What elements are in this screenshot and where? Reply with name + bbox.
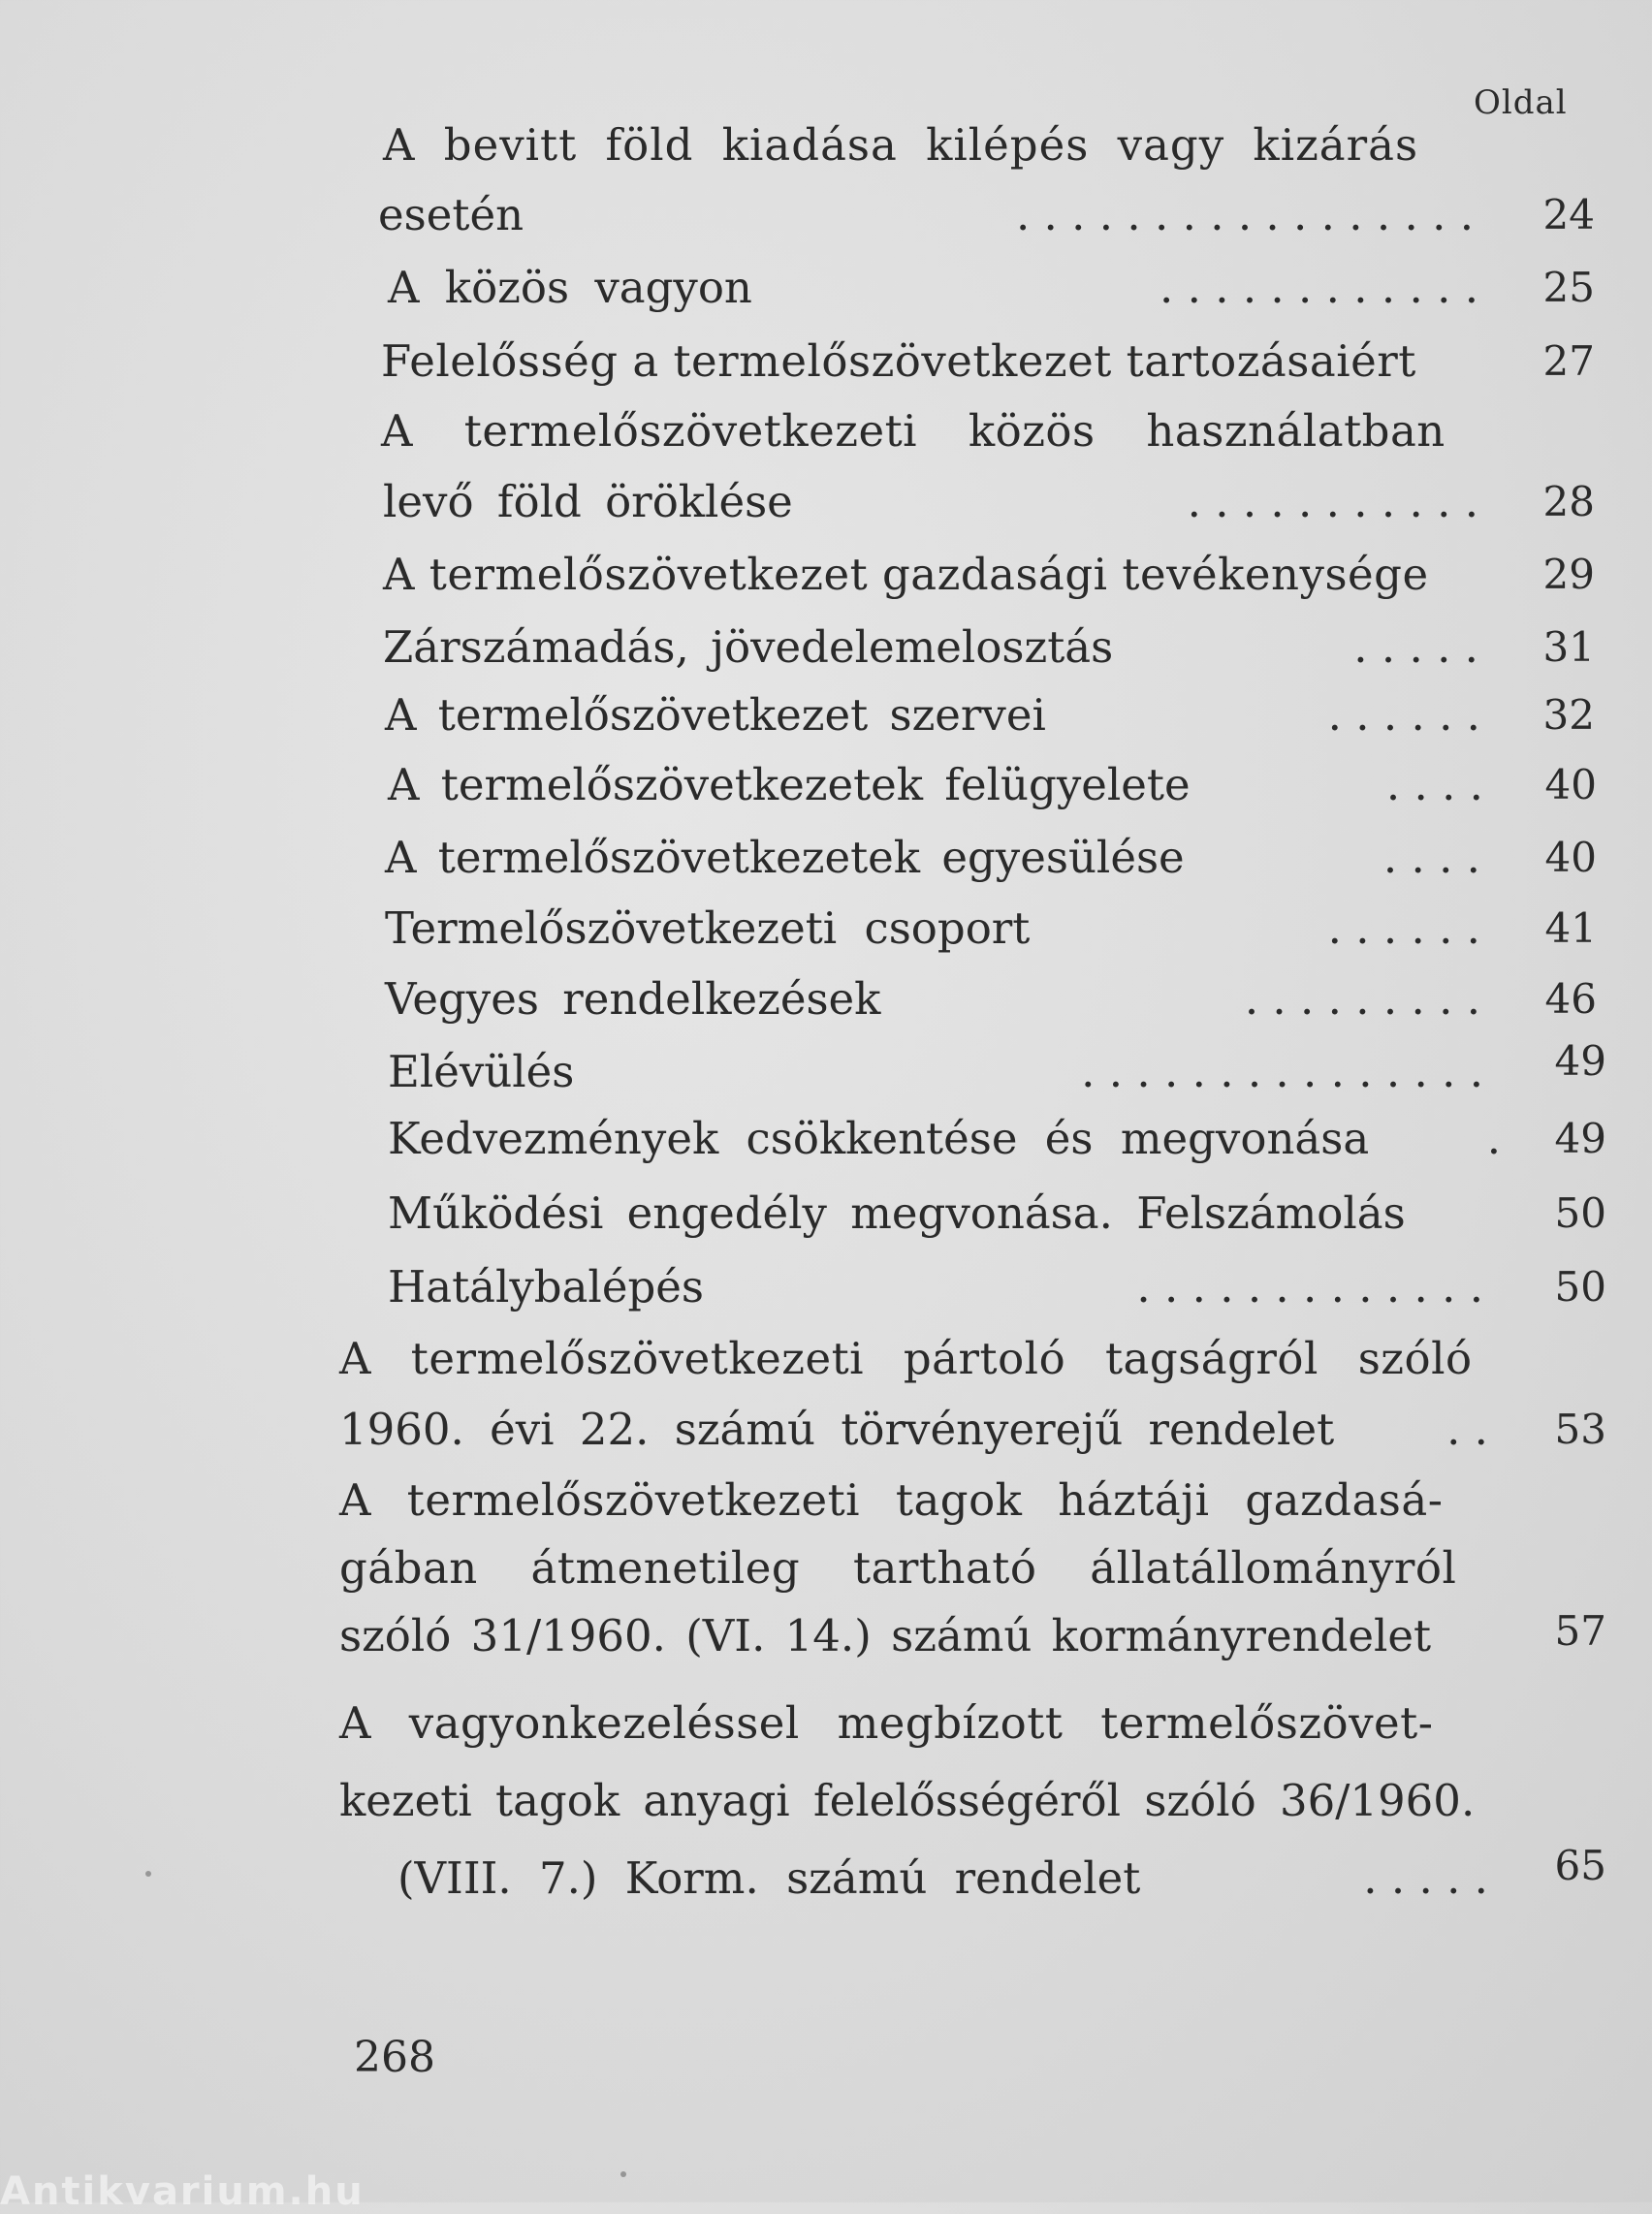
toc-page-number: 28 (1542, 478, 1595, 525)
leader-dots: . . . . . . . . . . . . . . . (1081, 1046, 1483, 1097)
toc-entry-line (339, 1607, 1488, 1665)
leader-dots: . . . . . . . . . . . (1187, 476, 1478, 527)
toc-entry-text: (VIII. 7.) Korm. számú rendelet (397, 1852, 1141, 1904)
toc-entry-line (388, 1258, 1483, 1316)
toc-entry-text: A termelőszövetkezeti pártoló tagságról szóló (339, 1333, 1473, 1384)
toc-entry-line (383, 473, 1478, 531)
toc-entry-text: A bevitt föld kiadása kilépés vagy kizárás (383, 119, 1419, 171)
leader-dots: . . . . . (1363, 1852, 1488, 1904)
toc-entry-line (378, 186, 1474, 244)
toc-page-number: 50 (1554, 1189, 1606, 1237)
watermark-text: Antikvarium.hu (0, 2169, 365, 2214)
toc-page-number: 40 (1544, 761, 1597, 808)
paper-speck (620, 2171, 626, 2177)
toc-entry-line (385, 686, 1480, 744)
toc-page-number: 24 (1542, 191, 1595, 238)
toc-entry-text: Vegyes rendelkezések (385, 973, 881, 1025)
leader-dots: . (1486, 1113, 1501, 1164)
toc-entry-line (339, 1539, 1488, 1597)
toc-entry-line (385, 900, 1480, 958)
toc-entry-text: Működési engedély megvonása. Felszámolás (388, 1187, 1406, 1239)
toc-entry-text: A termelőszövetkezetek felügyelete (388, 759, 1191, 810)
toc-entry-line (381, 402, 1477, 460)
leader-dots: . . . . . . (1327, 902, 1480, 954)
toc-entry-line (381, 332, 1477, 391)
toc-entry-line (383, 116, 1477, 174)
toc-entry-line (397, 1850, 1488, 1908)
leader-dots: . . . . . . . . . (1244, 973, 1480, 1025)
toc-page-number: 29 (1542, 551, 1595, 598)
toc-entry-line (388, 756, 1483, 814)
toc-entry-text: Felelősség a termelőszövetkezet tartozásaiért (381, 335, 1416, 387)
toc-entry-line (339, 1772, 1488, 1830)
toc-page-number: 32 (1542, 691, 1595, 739)
toc-entry-text: Termelőszövetkezeti csoport (385, 902, 1031, 954)
leader-dots: . . . . . . . . . . . . . . . . . (1015, 189, 1474, 240)
toc-entry-text: Zárszámadás, jövedelemelosztás (383, 621, 1114, 673)
toc-entry-text: A termelőszövetkezeti közös használatban (381, 405, 1446, 457)
leader-dots: . . . . (1382, 832, 1480, 883)
toc-entry-text: A közös vagyon (388, 262, 752, 313)
toc-entry-line (339, 1330, 1488, 1388)
toc-entry-line (339, 1471, 1488, 1530)
toc-page-number: 27 (1542, 337, 1595, 385)
toc-entry-line (383, 618, 1478, 677)
leader-dots: . . (1446, 1404, 1488, 1455)
toc-entry-text: A termelőszövetkezet gazdasági tevékenysége (383, 549, 1429, 600)
leader-dots: . . . . (1385, 759, 1483, 810)
toc-entry-line (388, 1043, 1483, 1101)
toc-entry-text: kezeti tagok anyagi felelősségéről szóló 36/1960. (339, 1775, 1476, 1826)
toc-page-number: 53 (1554, 1406, 1606, 1453)
toc-page-number: 41 (1544, 904, 1597, 952)
toc-entry-text: Kedvezmények csökkentése és megvonása (388, 1113, 1370, 1164)
toc-entry-line (388, 259, 1478, 317)
leader-dots: . . . . . . . . . . . . . (1136, 1261, 1483, 1313)
toc-entry-line (339, 1401, 1488, 1459)
leader-dots: . . . . . . (1327, 689, 1480, 741)
toc-page-number: 49 (1554, 1115, 1606, 1162)
toc-entry-text: A vagyonkezeléssel megbízott termelőszövet- (339, 1697, 1434, 1749)
toc-entry-text: 1960. évi 22. számú törvényerejű rendelet (339, 1404, 1335, 1455)
toc-entry-text: szóló 31/1960. (VI. 14.) számú kormányrendelet (339, 1610, 1432, 1661)
toc-page-number: 31 (1542, 623, 1595, 671)
toc-page-number: 46 (1544, 975, 1597, 1023)
toc-entry-text: Hatálybalépés (388, 1261, 704, 1313)
leader-dots: . . . . . (1353, 621, 1478, 673)
toc-entry-line (339, 1694, 1488, 1753)
toc-entry-text: A termelőszövetkezetek egyesülése (385, 832, 1185, 883)
toc-entry-text: Elévülés (388, 1046, 575, 1097)
page-column-header: Oldal (1474, 83, 1568, 122)
toc-entry-line (385, 970, 1480, 1028)
toc-page-number: 49 (1554, 1037, 1606, 1085)
toc-entry-text: esetén (378, 189, 524, 240)
toc-entry-text: A termelőszövetkezeti tagok háztáji gazdasá- (339, 1474, 1444, 1526)
toc-page-number: 40 (1544, 834, 1597, 881)
toc-entry-text: gában átmenetileg tartható állatállományról (339, 1542, 1457, 1594)
toc-page-number: 50 (1554, 1263, 1606, 1311)
toc-page-number: 65 (1554, 1842, 1606, 1889)
toc-entry-text: A termelőszövetkezet szervei (385, 689, 1046, 741)
toc-entry-text: levő föld öröklése (383, 476, 793, 527)
toc-entry-line (388, 1110, 1501, 1168)
leader-dots: . . . . . . . . . . . . (1160, 262, 1478, 313)
toc-entry-line (388, 1185, 1483, 1243)
page-number-footer: 268 (354, 2033, 435, 2082)
paper-speck (145, 1871, 151, 1877)
toc-entry-line (385, 829, 1480, 887)
toc-page-number: 57 (1554, 1607, 1606, 1655)
toc-page-number: 25 (1542, 264, 1595, 311)
toc-entry-line (383, 546, 1478, 604)
